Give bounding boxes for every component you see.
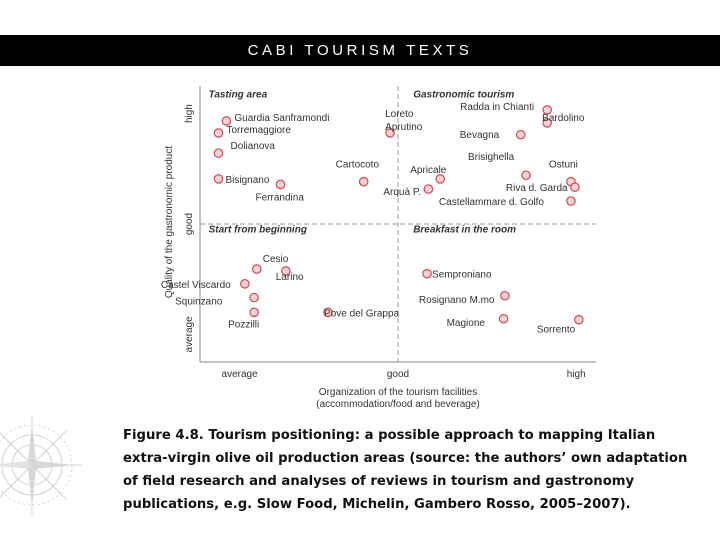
point-label: Dolianova bbox=[230, 141, 275, 153]
data-point bbox=[214, 129, 222, 137]
data-point bbox=[250, 308, 258, 316]
point-label: Ostuni bbox=[548, 159, 578, 171]
point-label: Bardolino bbox=[542, 112, 585, 124]
point-label: Cartocoto bbox=[335, 159, 380, 171]
data-point bbox=[222, 117, 230, 125]
point-label: Cesio bbox=[262, 254, 289, 266]
point-label: Aprutino bbox=[385, 121, 423, 133]
x-tick-label: good bbox=[386, 369, 410, 380]
data-point bbox=[522, 171, 530, 179]
x-tick-label: high bbox=[566, 369, 586, 380]
point-label: Torremaggiore bbox=[226, 124, 291, 136]
data-point bbox=[214, 149, 222, 157]
data-point bbox=[276, 180, 284, 188]
data-point bbox=[253, 265, 261, 273]
data-point bbox=[517, 131, 525, 139]
point-label: Castellammare d. Golfo bbox=[438, 197, 544, 208]
compass-rose-icon bbox=[0, 405, 100, 525]
y-tick-label: good bbox=[184, 212, 195, 236]
quadrant-label: Gastronomic tourism bbox=[413, 89, 515, 101]
point-label: Bisignano bbox=[225, 174, 270, 186]
y-axis-title: Quality of the gastronomic product bbox=[164, 145, 175, 299]
data-point bbox=[359, 177, 367, 185]
data-point bbox=[424, 185, 432, 193]
quadrant-label: Breakfast in the room bbox=[413, 224, 517, 236]
point-label: Rosignano M.mo bbox=[418, 294, 495, 306]
quadrant-label: Tasting area bbox=[208, 89, 268, 101]
header-title: CABI TOURISM TEXTS bbox=[247, 42, 473, 59]
data-point bbox=[250, 293, 258, 301]
point-label: Brisighella bbox=[468, 152, 515, 164]
point-label: Radda in Chianti bbox=[460, 101, 535, 113]
data-point bbox=[501, 292, 509, 300]
data-point bbox=[214, 175, 222, 183]
point-label: Bevagna bbox=[459, 129, 500, 141]
point-label: Semproniano bbox=[432, 269, 492, 281]
quadrant-label: Start from beginning bbox=[208, 224, 307, 236]
data-point bbox=[571, 183, 579, 191]
data-point bbox=[436, 175, 444, 183]
figure-caption: Figure 4.8. Tourism positioning: a possible approach to mapping Italian extra-virgin olive oil production areas (source: the authors’ own adaptation of field research and analyses of reviews in tourism and gastronomy publications, e.g. Slow Food, Michelin, Gambero Rosso, 2005–2007). bbox=[123, 428, 688, 512]
data-point bbox=[567, 197, 575, 205]
data-point bbox=[423, 269, 431, 277]
point-label: Arquà P. bbox=[383, 187, 421, 199]
x-axis-title: (accommodation/food and beverage) bbox=[316, 399, 480, 410]
point-label: Guardia Sanframondi bbox=[234, 112, 330, 124]
y-tick-label: average bbox=[184, 316, 195, 353]
x-tick-label: average bbox=[221, 369, 258, 380]
point-label: Riva d. Garda bbox=[505, 183, 568, 195]
point-label: Magione bbox=[446, 317, 485, 329]
point-label: Pove del Grappa bbox=[324, 308, 400, 320]
data-point bbox=[499, 315, 507, 323]
data-point bbox=[575, 315, 583, 323]
point-label: Larino bbox=[275, 271, 304, 283]
point-label: Pozzilli bbox=[228, 319, 260, 331]
point-label: Castel Viscardo bbox=[160, 279, 231, 291]
point-label: Apricale bbox=[410, 164, 447, 176]
data-point bbox=[241, 280, 249, 288]
point-label: Ferrandina bbox=[255, 192, 304, 204]
point-label: Loreto bbox=[385, 108, 414, 120]
y-tick-label: high bbox=[184, 104, 195, 124]
point-label: Squinzano bbox=[175, 296, 223, 308]
point-label: Sorrento bbox=[536, 324, 576, 336]
x-axis-title: Organization of the tourism facilities bbox=[318, 387, 478, 398]
